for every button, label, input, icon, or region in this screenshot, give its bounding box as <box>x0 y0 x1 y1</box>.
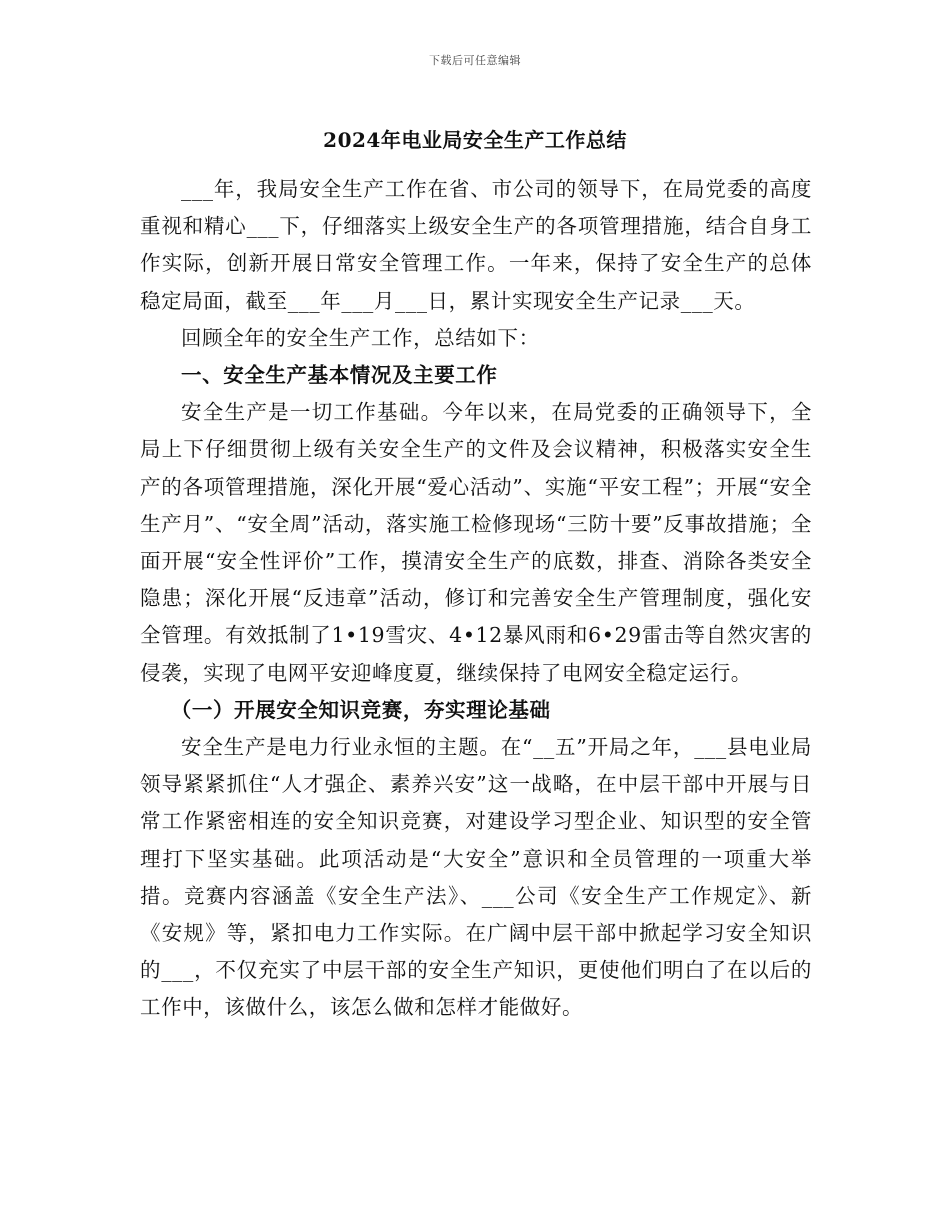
review-paragraph: 回顾全年的安全生产工作，总结如下： <box>181 325 540 350</box>
subsection-heading-1: （一）开展安全知识竞赛，夯实理论基础 <box>170 697 551 722</box>
section-1-paragraph: 安全生产是一切工作基础。今年以来，在局党委的正确领导下，全局上下仔细贯彻上级有关安全生产的文件及会议精神，积极落实安全生产的各项管理措施，深化开展“爱心活动”、实施“平安工程”；开展“安全生产月”、“安全周”活动，落实施工检修现场“三防十要”反事故措施；全面开展“安全性评价”工作，摸清安全生产的底数，排查、消除各类安全隐患；深化开展“反违章”活动，修订和完善安全生产管理制度，强化安全管理。有效抵制了1•19雪灾、4•12暴风雨和6•29雷击等自然灾害的侵袭，实现了电网平安迎峰度夏，继续保持了电网安全稳定运行。 <box>140 400 812 685</box>
subsection-1-paragraph: 安全生产是电力行业永恒的主题。在“__五”开局之年，___县电业局领导紧紧抓住“人才强企、素养兴安”这一战略，在中层干部中开展与日常工作紧密相连的安全知识竞赛，对建设学习型企业、知识型的安全管理打下坚实基础。此项活动是“大安全”意识和全员管理的一项重大举措。竞赛内容涵盖《安全生产法》、___公司《安全生产工作规定》、新《安规》等，紧扣电力工作实际。在广阔中层干部中掀起学习安全知识的___，不仅充实了中层干部的安全生产知识，更使他们明白了在以后的工作中，该做什么，该怎么做和怎样才能做好。 <box>140 735 812 1020</box>
page-header-note: 下载后可任意编辑 <box>429 54 521 67</box>
document-title: 2024年电业局安全生产工作总结 <box>323 128 627 152</box>
intro-paragraph: ___年，我局安全生产工作在省、市公司的领导下，在局党委的高度重视和精心___下，仔细落实上级安全生产的各项管理措施，结合自身工作实际，创新开展日常安全管理工作。一年来，保持了安全生产的总体稳定局面，截至___年___月___日，累计实现安全生产记录___天。 <box>140 177 812 313</box>
section-heading-1: 一、安全生产基本情况及主要工作 <box>181 363 498 388</box>
document-body <box>140 171 812 1027</box>
